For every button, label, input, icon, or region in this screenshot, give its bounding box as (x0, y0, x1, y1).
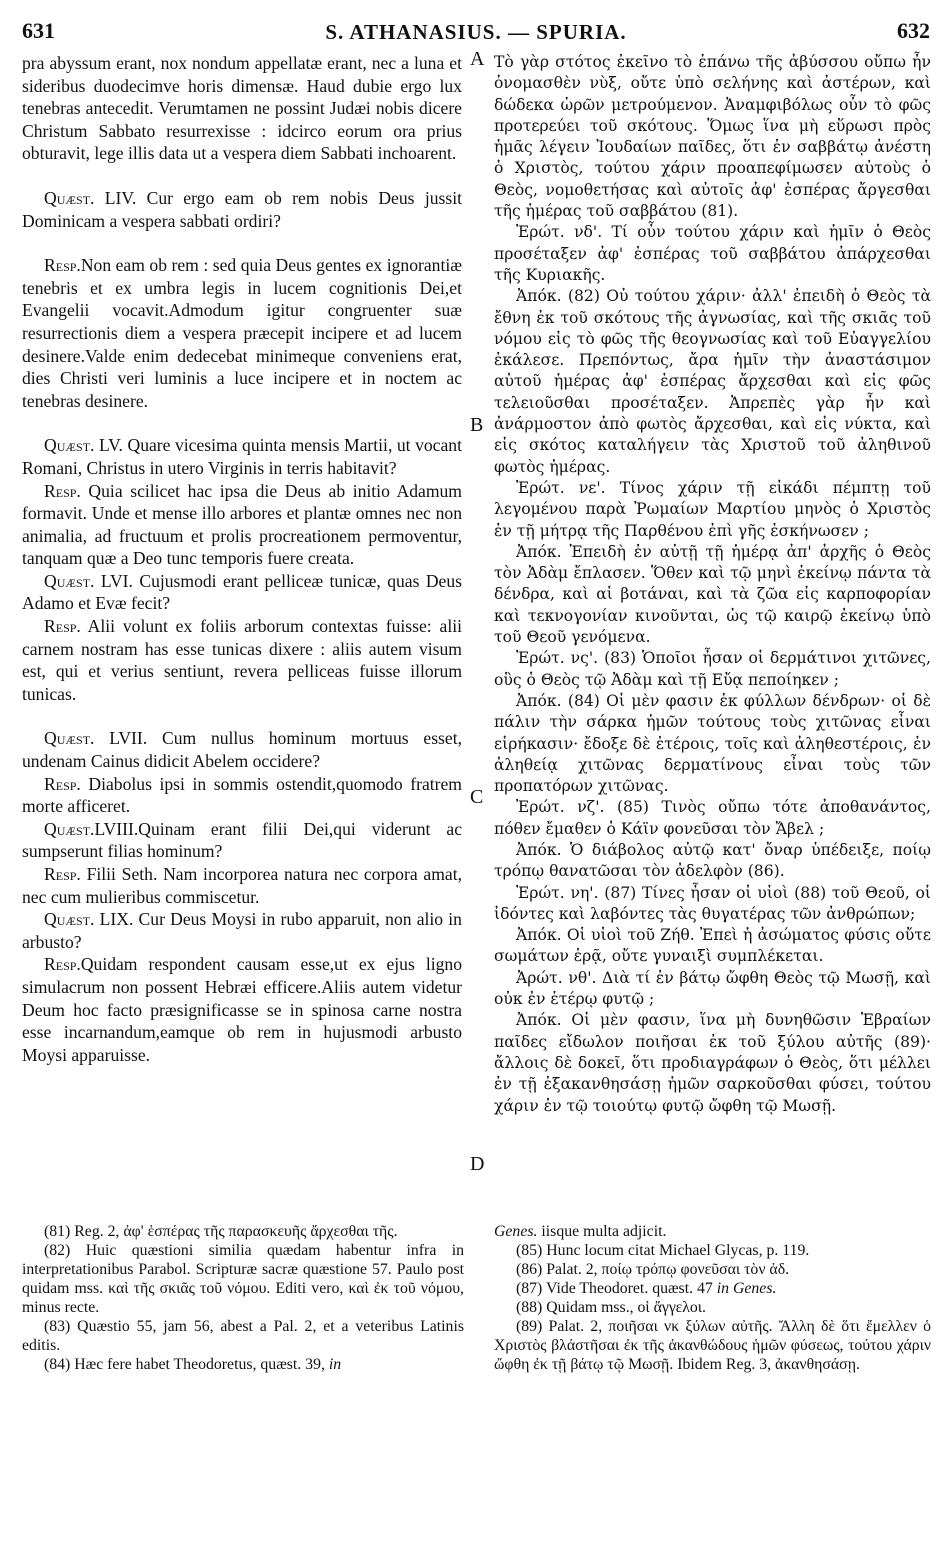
latin-response: Resp. Quia scilicet hac ipsa die Deus ab initio Adamum formavit. Unde et mense illo arbores et plantæ omnes nec non animalia, ad fructuum et prolis procreationem permoventur, tanquam quæ a Deo tunc temporis fuere creata. (22, 480, 462, 569)
greek-response: Ἀπόκ. Οἱ υἱοὶ τοῦ Ζήθ. Ἐπεὶ ἡ ἀσώματος φύσις οὔτε σωμάτων ἐρᾷ, οὔτε γυναιξὶ συμπλέκεται. (494, 926, 931, 966)
greek-response: Ἀπόκ. (82) Οὐ τούτου χάριν· ἀλλ' ἐπειδὴ ὁ Θεὸς τὰ ἔθνη ἐκ τοῦ σκότους τῆς ἀγνωσίας, καὶ τῆς σκιᾶς τοῦ νόμου εἰς τὸ φῶς τῆς θεογνωσίας καὶ τοῦ Εὐαγγελίου ἐκάλεσε. Πρεπόντως, ἄρα ἡμῖν τὴν ἀναστάσιμον αὐτοῦ ἡμέρας ἀφ' ἑσπέρας ἄρχεσθαι καὶ εἰς φῶς τελειοῦσθαι προσέταξεν. Ἀπρεπὲς γὰρ ἦν καὶ ἀνάρμοστον ἀπὸ φωτὸς ἄρχεσθαι, καὶ εἰς νύκτα, καὶ εἰς σκότος καταλήγειν τὰς Χριστοῦ τοῦ ἀληθινοῦ φωτὸς ἡμέρας. (494, 287, 931, 476)
footnotes-right (494, 1222, 931, 1374)
latin-question: Quæst. LVI. Cujusmodi erant pelliceæ tunicæ, quas Deus Adamo et Evæ fecit? (22, 570, 462, 614)
latin-column (22, 52, 462, 1066)
latin-response: Resp.Non eam ob rem : sed quia Deus gentes ex ignorantiæ tenebris et ex umbra legis in lucem cognitionis Dei,et Evangelii vocavit.Admodum igitur congruenter suæ resurrectionis diem a vespera præcepit incipere et ad lucem desinere.Valde enim dedecebat minimeque conveniens erat, dies Christi veri luminis a luce incipere et in noctem ac tenebras desinere. (22, 255, 462, 411)
greek-question: Ἐρώτ. νς'. (83) Ὁποῖοι ἦσαν οἱ δερμάτινοι χιτῶνες, οὓς ὁ Θεὸς τῷ Ἀδὰμ καὶ τῇ Εὔᾳ πεποίηκεν ; (494, 649, 931, 689)
latin-question: Quæst. LIX. Cur Deus Moysi in rubo apparuit, non alio in arbusto? (22, 909, 462, 952)
footnotes-left (22, 1222, 464, 1374)
latin-question: Quæst. LVII. Cum nullus hominum mortuus esset, undenam Cainus didicit Abelem occidere? (22, 728, 462, 772)
margin-letter-b: B (470, 414, 484, 436)
greek-column (494, 52, 931, 1117)
margin-letter-a: A (470, 48, 485, 70)
greek-response: Ἀπόκ. (84) Οἱ μὲν φασιν ἐκ φύλλων δένδρων· οἱ δὲ πάλιν τὴν σάρκα ἡμῶν τούτους τοὺς χιτῶνας εἶναι εἰρήκασιν· ἔδοξε δὲ ἑτέροις, τοῖς καὶ ἀληθεστέροις, ἐν ἀληθείᾳ χιτῶνας δερματίνους εἶναι τοὺς τῶν προπατόρων χιτῶνας. (494, 691, 931, 796)
running-header (22, 18, 930, 48)
latin-response: Resp. Diabolus ipsi in sommis ostendit,quomodo fratrem morte afficeret. (22, 773, 462, 817)
footnote: (88) Quidam mss., οἱ ἄγγελοι. (516, 1299, 706, 1316)
greek-question: Ἐρώτ. νζ'. (85) Τινὸς οὔπω τότε ἀποθανάντος, πόθεν ἔμαθεν ὁ Κάϊν φονεῦσαι τὸν Ἄβελ ; (494, 798, 931, 838)
greek-question: Ἐρώτ. νη'. (87) Τίνες ἦσαν οἱ υἱοὶ (88) τοῦ Θεοῦ, οἱ ἰδόντες καὶ λαβόντες τὰς θυγατέρας τῶν ἀνθρώπων; (494, 883, 931, 923)
latin-paragraph: pra abyssum erant, nox nondum appellatæ erant, nec a luna et sideribus duodecimve horis dimensæ. Haud dubie ergo lux tenebras antecedit. Verumtamen ne possint Judæi nobis dicere Christum Sabbato resurrexisse : idcirco eorum ora prius obturavit, lege illis data ut a vespera diem Sabbati inchoarent. (22, 53, 462, 164)
footnote: (81) Reg. 2, ἀφ' ἑσπέρας τῆς παρασκευῆς ἄρχεσθαι τῆς. (44, 1223, 398, 1240)
footnote: (89) Palat. 2, ποιῆσαι νκ ξύλων αὐτῆς. Ἄλλη δὲ ὅτι ἔμελλεν ὁ Χριστὸς βλάστῆσαι ἐκ τῆς ἀκανθώδους ἡμῶν φύσεως, τούτου χάριν ὤφθη ἐκ τῇ βάτῳ τῷ Μωσῇ. Ibidem Reg. 3, ἀκανθησάσῃ. (494, 1318, 931, 1373)
footnote: (85) Hunc locum citat Michael Glycas, p. 119. (516, 1242, 810, 1259)
footnote: (84) Hæc fere habet Theodoretus, quæst. 39, in (44, 1356, 342, 1373)
footnote: (87) Vide Theodoret. quæst. 47 in Genes. (516, 1280, 777, 1297)
footnote-continuation: Genes. iisque multa adjicit. (494, 1223, 667, 1240)
latin-question: Quæst. LIV. Cur ergo eam ob rem nobis Deus jussit Dominicam a vespera sabbati ordiri? (22, 187, 462, 231)
greek-question: Ἐρώτ. νδ'. Τί οὖν τούτου χάριν καὶ ἡμῖν ὁ Θεὸς προσέταξεν ἀφ' ἑσπέρας τοῦ σαββάτου ἀπάρχεσθαι τῆς Κυριακῆς. (494, 223, 931, 284)
running-title: S. ATHANASIUS. — SPURIA. (325, 20, 627, 44)
greek-response: Ἀπόκ. Ἐπειδὴ ἐν αὐτῇ τῇ ἡμέρᾳ ἀπ' ἀρχῆς ὁ Θεὸς τὸν Ἀδὰμ ἔπλασεν. Ὅθεν καὶ τῷ μηνὶ ἐκείνῳ πάντα τὰ δένδρα, καὶ αἱ βοτάναι, καὶ τὰ ζῶα εἰς καρποφορίαν καὶ τεκνογονίαν κινοῦνται, ὡς τῷ καιρῷ ἐκείνῳ ὑπὸ τοῦ Θεοῦ γενόμενα. (494, 542, 931, 647)
greek-question: Ἐρώτ. νε'. Τίνος χάριν τῇ εἰκάδι πέμπτῃ τοῦ λεγομένου παρὰ Ῥωμαίων Μαρτίου μηνὸς ὁ Χριστὸς ἐν τῇ μήτρᾳ τῆς Παρθένου ἐπὶ γῆς ἐσκήνωσεν ; (494, 478, 931, 540)
footnote: (86) Palat. 2, ποίῳ τρόπῳ φονεῦσαι τὸν ἀδ. (516, 1261, 790, 1278)
latin-response: Resp. Filii Seth. Nam incorporea natura nec corpora amat, nec cum mulieribus commiscetur. (22, 864, 462, 907)
latin-question: Quæst.LVIII.Quinam erant filii Dei,qui viderunt ac sumpserunt filias hominum? (22, 818, 462, 862)
margin-letter-c: C (470, 786, 484, 808)
margin-letter-d: D (470, 1153, 485, 1175)
latin-response: Resp. Alii volunt ex foliis arborum contextas fuisse: alii carnem nostram has esse tunicas dixere : aliis autem visum est, qui et verius sentiunt, revera pelliceas fuisse illorum tunicas. (22, 616, 462, 704)
greek-response: Ἀπόκ. Ὁ διάβολος αὐτῷ κατ' ὄναρ ὑπέδειξε, ποίῳ τρόπῳ θανατῶσαι τὸν ἀδελφὸν (86). (494, 840, 931, 881)
latin-question: Quæst. LV. Quare vicesima quinta mensis Martii, ut vocant Romani, Christus in utero Virginis in terris habitavit? (22, 435, 462, 478)
right-page-number: 632 (897, 18, 930, 43)
greek-response: Ἀπόκ. Οἱ μὲν φασιν, ἵνα μὴ δυνηθῶσιν Ἑβραίων παῖδες εἴδωλον ποιῆσαι ἐκ τοῦ ξύλου αὐτῆς (89)· ἄλλοις δὲ δοκεῖ, ὅτι προδιαγράφων ὁ Θεὸς, ὅτι μέλλει ἐν τῇ ἐξακανθησάσῃ ἡμῶν σαρκοῦσθαι φύσει, τούτου χάριν ἐν τῷ τοιούτῳ φυτῷ ὤφθη τῷ Μωσῇ. (494, 1011, 931, 1115)
footnote: (82) Huic quæstioni similia quædam habentur infra in interpretationibus Parabol. Scripturæ sacræ quæstione 57. Paulo post quidam mss. καὶ τῆς σκιᾶς τοῦ νόμου. Editi vero, καὶ ἐκ τοῦ νόμου, minus recte. (22, 1242, 464, 1316)
greek-paragraph: Τὸ γὰρ στότος ἐκεῖνο τὸ ἐπάνω τῆς ἀβύσσου οὔπω ἦν ὀνομασθὲν νὺξ, οὔτε ὑπὸ σελήνης καὶ ἀστέρων, καὶ δώδεκα ὡρῶν μετρούμενον. Ἀναμφιβόλως οὖν τὸ φῶς προτερεύει τοῦ σκότους. Ὅμως ἵνα μὴ εὕρωσι πρὸς ἡμᾶς λέγειν Ἰουδαίων παῖδες, ὅτι ἐν σαββάτῳ ἀνέστη ὁ Χριστὸς, τούτου χάριν προαπεφίμωσεν αὐτοὺς ὁ Θεὸς, νομοθετήσας καὶ αὐτοῖς ἀφ' ἑσπέρας ἄργεσθαι τῆς ἡμέρας τοῦ σαββάτου (81). (494, 53, 931, 221)
latin-response: Resp.Quidam respondent causam esse,ut ex ejus ligno simulacrum non possent Hebræi efficere.Aliis autem videtur Deum hoc facto præsignificasse se in spinosa carne nostra esse incarnandum,eamque ob rem in hujusmodi arbusto Moysi apparuisse. (22, 954, 462, 1065)
left-page-number: 631 (22, 18, 55, 43)
greek-question: Ἀρώτ. νθ'. Διὰ τί ἐν βάτῳ ὤφθη Θεὸς τῷ Μωσῇ, καὶ οὐκ ἐν ἑτέρῳ φυτῷ ; (494, 968, 931, 1009)
footnote: (83) Quæstio 55, jam 56, abest a Pal. 2, et a veteribus Latinis editis. (22, 1318, 464, 1354)
